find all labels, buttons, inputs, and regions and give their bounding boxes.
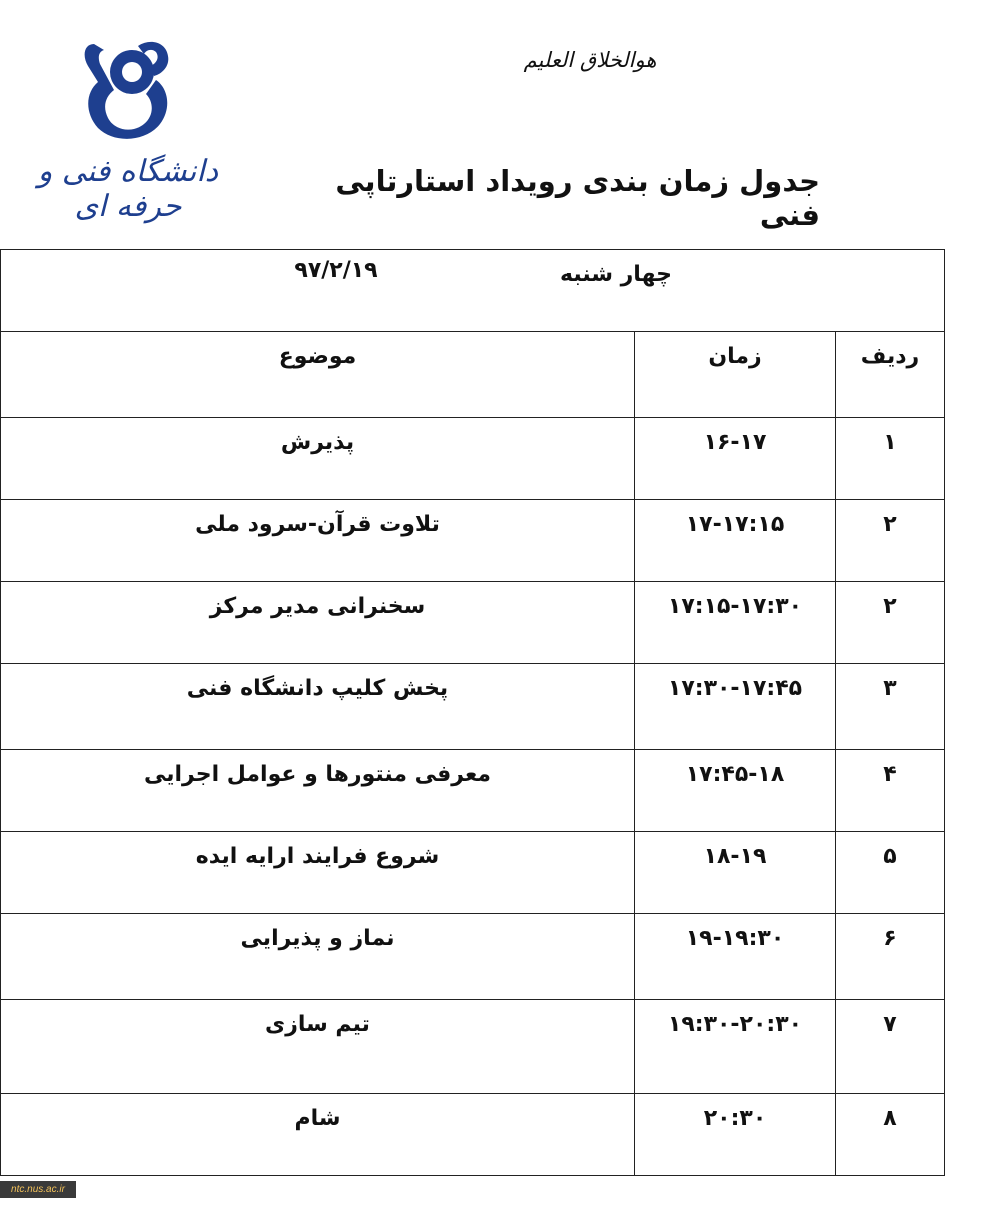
table-row bbox=[1, 1000, 945, 1094]
table-row bbox=[1, 914, 945, 1000]
row-time: ۱۷:۳۰-۱۷:۴۵ bbox=[635, 664, 836, 750]
row-number: ۴ bbox=[836, 750, 945, 832]
row-number: ۲ bbox=[836, 500, 945, 582]
row-number: ۷ bbox=[836, 1000, 945, 1094]
row-number: ۲ bbox=[836, 582, 945, 664]
row-number: ۶ bbox=[836, 914, 945, 1000]
table-row bbox=[1, 750, 945, 832]
table-row bbox=[1, 500, 945, 582]
row-time: ۱۹-۱۹:۳۰ bbox=[635, 914, 836, 1000]
table-row bbox=[1, 582, 945, 664]
row-time: ۲۰:۳۰ bbox=[635, 1094, 836, 1176]
row-time: ۱۷:۱۵-۱۷:۳۰ bbox=[635, 582, 836, 664]
university-emblem-icon bbox=[76, 36, 176, 146]
row-topic: نماز و پذیرایی bbox=[1, 914, 635, 1000]
row-time: ۱۶-۱۷ bbox=[635, 418, 836, 500]
row-topic: سخنرانی مدیر مرکز bbox=[1, 582, 635, 664]
table-row bbox=[1, 418, 945, 500]
row-number: ۳ bbox=[836, 664, 945, 750]
row-time: ۱۷-۱۷:۱۵ bbox=[635, 500, 836, 582]
row-time: ۱۷:۴۵-۱۸ bbox=[635, 750, 836, 832]
university-logo bbox=[18, 36, 238, 224]
row-topic: معرفی منتورها و عوامل اجرایی bbox=[1, 750, 635, 832]
row-topic: شام bbox=[1, 1094, 635, 1176]
header-blessing: هوالخلاق العلیم bbox=[523, 48, 657, 72]
university-logo-text: دانشگاه فنی و حرفه ای bbox=[37, 154, 219, 224]
column-header-number: ردیف bbox=[836, 332, 945, 418]
row-topic: شروع فرایند ارایه ایده bbox=[1, 832, 635, 914]
table-row bbox=[1, 664, 945, 750]
row-number: ۸ bbox=[836, 1094, 945, 1176]
table-row bbox=[1, 1094, 945, 1176]
schedule-table bbox=[0, 249, 945, 1176]
column-header-topic: موضوع bbox=[1, 332, 635, 418]
page-title: جدول زمان بندی رویداد استارتاپی فنی bbox=[335, 164, 820, 232]
day-row bbox=[1, 250, 945, 332]
day-name: چهار شنبه bbox=[560, 262, 672, 287]
row-number: ۵ bbox=[836, 832, 945, 914]
row-number: ۱ bbox=[836, 418, 945, 500]
column-header-time: زمان bbox=[635, 332, 836, 418]
day-date: ۹۷/۲/۱۹ bbox=[294, 258, 378, 283]
row-topic: تیم سازی bbox=[1, 1000, 635, 1094]
row-time: ۱۸-۱۹ bbox=[635, 832, 836, 914]
row-topic: پذیرش bbox=[1, 418, 635, 500]
day-cell bbox=[1, 250, 945, 332]
site-url-badge[interactable]: ntc.nus.ac.ir bbox=[0, 1181, 76, 1198]
row-topic: پخش کلیپ دانشگاه فنی bbox=[1, 664, 635, 750]
header-row bbox=[1, 332, 945, 418]
row-time: ۱۹:۳۰-۲۰:۳۰ bbox=[635, 1000, 836, 1094]
table-row bbox=[1, 832, 945, 914]
row-topic: تلاوت قرآن-سرود ملی bbox=[1, 500, 635, 582]
